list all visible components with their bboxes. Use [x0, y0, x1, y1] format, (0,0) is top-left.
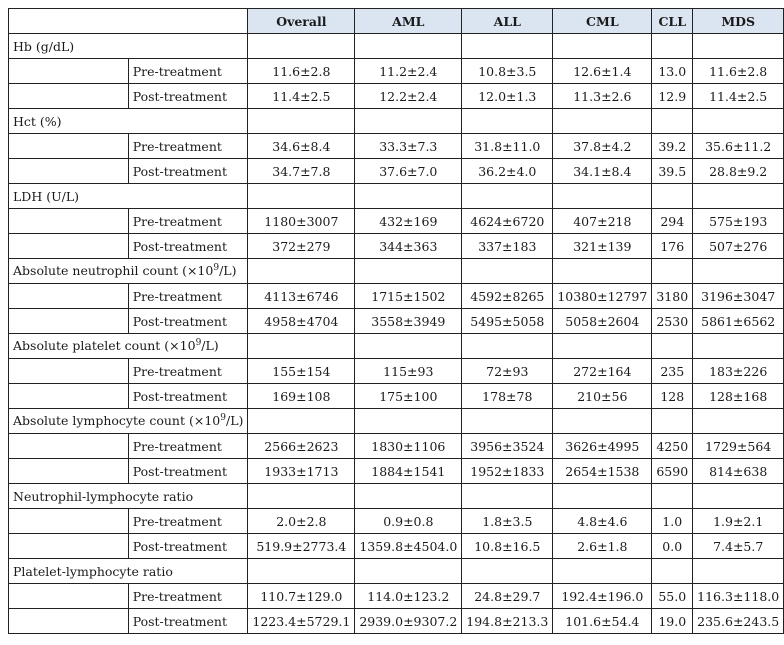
group-header-row [9, 34, 784, 59]
value-cell: 5495±5058 [462, 309, 553, 334]
empty-cell [553, 484, 652, 509]
empty-cell [248, 334, 355, 359]
value-cell: 4.8±4.6 [553, 509, 652, 534]
value-cell: 12.0±1.3 [462, 84, 553, 109]
table-row [9, 534, 784, 559]
group-label [9, 109, 248, 134]
empty-cell [462, 109, 553, 134]
empty-cell [462, 409, 553, 434]
value-cell: 12.2±2.4 [355, 84, 462, 109]
empty-cell [652, 259, 693, 284]
value-cell: 31.8±11.0 [462, 134, 553, 159]
value-cell: 272±164 [553, 359, 652, 384]
value-cell: 235.6±243.5 [693, 609, 784, 634]
value-cell: 575±193 [693, 209, 784, 234]
group-label-suffix: /L) [225, 413, 244, 429]
row-label: Pre-treatment [128, 434, 248, 459]
group-label [9, 184, 248, 209]
value-cell: 12.6±1.4 [553, 59, 652, 84]
table-row [9, 84, 784, 109]
value-cell: 519.9±2773.4 [248, 534, 355, 559]
empty-cell [462, 259, 553, 284]
table-row [9, 309, 784, 334]
indent-cell [9, 459, 129, 484]
group-header-row [9, 259, 784, 284]
value-cell: 128 [652, 384, 693, 409]
empty-cell [693, 34, 784, 59]
table-row [9, 359, 784, 384]
value-cell: 1.0 [652, 509, 693, 534]
group-label-text: Neutrophil-lymphocyte ratio [13, 488, 194, 504]
row-label: Pre-treatment [128, 359, 248, 384]
group-header-row [9, 184, 784, 209]
empty-cell [462, 484, 553, 509]
row-label: Post-treatment [128, 459, 248, 484]
value-cell: 3626±4995 [553, 434, 652, 459]
value-cell: 3956±3524 [462, 434, 553, 459]
value-cell: 407±218 [553, 209, 652, 234]
empty-cell [553, 259, 652, 284]
empty-cell [553, 184, 652, 209]
value-cell: 55.0 [652, 584, 693, 609]
value-cell: 33.3±7.3 [355, 134, 462, 159]
col-header-cml: CML [553, 9, 652, 34]
indent-cell [9, 384, 129, 409]
empty-cell [355, 34, 462, 59]
value-cell: 5058±2604 [553, 309, 652, 334]
value-cell: 1.9±2.1 [693, 509, 784, 534]
indent-cell [9, 234, 129, 259]
empty-cell [355, 559, 462, 584]
value-cell: 11.2±2.4 [355, 59, 462, 84]
indent-cell [9, 159, 129, 184]
col-header-all: ALL [462, 9, 553, 34]
col-header-overall: Overall [248, 9, 355, 34]
value-cell: 11.4±2.5 [693, 84, 784, 109]
indent-cell [9, 509, 129, 534]
col-header-mds: MDS [693, 9, 784, 34]
table-row [9, 434, 784, 459]
value-cell: 128±168 [693, 384, 784, 409]
group-header-row [9, 484, 784, 509]
indent-cell [9, 284, 129, 309]
header-row [9, 9, 784, 34]
group-header-row [9, 559, 784, 584]
empty-cell [248, 559, 355, 584]
row-label: Pre-treatment [128, 59, 248, 84]
empty-cell [248, 259, 355, 284]
empty-cell [652, 559, 693, 584]
value-cell: 4958±4704 [248, 309, 355, 334]
row-label: Post-treatment [128, 609, 248, 634]
value-cell: 35.6±11.2 [693, 134, 784, 159]
value-cell: 2939.0±9307.2 [355, 609, 462, 634]
empty-cell [693, 409, 784, 434]
empty-cell [248, 34, 355, 59]
value-cell: 814±638 [693, 459, 784, 484]
value-cell: 37.8±4.2 [553, 134, 652, 159]
value-cell: 11.6±2.8 [693, 59, 784, 84]
value-cell: 1180±3007 [248, 209, 355, 234]
indent-cell [9, 134, 129, 159]
value-cell: 507±276 [693, 234, 784, 259]
value-cell: 37.6±7.0 [355, 159, 462, 184]
value-cell: 192.4±196.0 [553, 584, 652, 609]
group-label-text: Absolute neutrophil count (×10 [13, 263, 214, 279]
table-row [9, 459, 784, 484]
group-label-text: Hb (g/dL) [13, 38, 75, 54]
row-label: Post-treatment [128, 84, 248, 109]
value-cell: 1729±564 [693, 434, 784, 459]
value-cell: 2566±2623 [248, 434, 355, 459]
row-label: Post-treatment [128, 534, 248, 559]
value-cell: 1830±1106 [355, 434, 462, 459]
value-cell: 39.2 [652, 134, 693, 159]
indent-cell [9, 584, 129, 609]
value-cell: 12.9 [652, 84, 693, 109]
value-cell: 11.4±2.5 [248, 84, 355, 109]
value-cell: 5861±6562 [693, 309, 784, 334]
empty-cell [248, 109, 355, 134]
value-cell: 3180 [652, 284, 693, 309]
empty-cell [462, 34, 553, 59]
empty-cell [462, 334, 553, 359]
value-cell: 175±100 [355, 384, 462, 409]
value-cell: 28.8±9.2 [693, 159, 784, 184]
row-label: Post-treatment [128, 384, 248, 409]
group-label-text: Absolute lymphocyte count (×10 [13, 413, 221, 429]
empty-cell [355, 409, 462, 434]
empty-cell [652, 334, 693, 359]
value-cell: 39.5 [652, 159, 693, 184]
empty-cell [355, 184, 462, 209]
value-cell: 13.0 [652, 59, 693, 84]
group-label-suffix: /L) [219, 263, 237, 279]
indent-cell [9, 534, 129, 559]
value-cell: 110.7±129.0 [248, 584, 355, 609]
value-cell: 36.2±4.0 [462, 159, 553, 184]
empty-cell [355, 109, 462, 134]
value-cell: 235 [652, 359, 693, 384]
table-row [9, 609, 784, 634]
table-row [9, 234, 784, 259]
empty-cell [355, 259, 462, 284]
row-label: Pre-treatment [128, 584, 248, 609]
table-row [9, 209, 784, 234]
empty-cell [693, 484, 784, 509]
empty-cell [553, 409, 652, 434]
value-cell: 10380±12797 [553, 284, 652, 309]
empty-cell [462, 184, 553, 209]
empty-cell [553, 334, 652, 359]
group-label [9, 34, 248, 59]
value-cell: 4624±6720 [462, 209, 553, 234]
indent-cell [9, 209, 129, 234]
empty-cell [693, 259, 784, 284]
value-cell: 3196±3047 [693, 284, 784, 309]
value-cell: 1223.4±5729.1 [248, 609, 355, 634]
value-cell: 7.4±5.7 [693, 534, 784, 559]
value-cell: 10.8±16.5 [462, 534, 553, 559]
col-header-cll: CLL [652, 9, 693, 34]
value-cell: 337±183 [462, 234, 553, 259]
table-row [9, 384, 784, 409]
indent-cell [9, 609, 129, 634]
value-cell: 0.0 [652, 534, 693, 559]
empty-cell [553, 559, 652, 584]
group-label [9, 484, 248, 509]
group-label-text: Platelet-lymphocyte ratio [13, 563, 173, 579]
value-cell: 101.6±54.4 [553, 609, 652, 634]
value-cell: 2530 [652, 309, 693, 334]
empty-cell [693, 184, 784, 209]
value-cell: 3558±3949 [355, 309, 462, 334]
table-row [9, 59, 784, 84]
group-label-suffix: /L) [201, 338, 219, 354]
value-cell: 10.8±3.5 [462, 59, 553, 84]
value-cell: 72±93 [462, 359, 553, 384]
value-cell: 1933±1713 [248, 459, 355, 484]
group-label-text: Hct (%) [13, 113, 62, 129]
value-cell: 11.6±2.8 [248, 59, 355, 84]
empty-cell [652, 484, 693, 509]
group-label-text: Absolute platelet count (×10 [13, 338, 196, 354]
value-cell: 0.9±0.8 [355, 509, 462, 534]
value-cell: 34.7±7.8 [248, 159, 355, 184]
row-label: Pre-treatment [128, 209, 248, 234]
value-cell: 1.8±3.5 [462, 509, 553, 534]
value-cell: 1359.8±4504.0 [355, 534, 462, 559]
value-cell: 2.6±1.8 [553, 534, 652, 559]
value-cell: 321±139 [553, 234, 652, 259]
indent-cell [9, 309, 129, 334]
empty-cell [248, 484, 355, 509]
empty-cell [248, 184, 355, 209]
empty-cell [462, 559, 553, 584]
value-cell: 11.3±2.6 [553, 84, 652, 109]
group-header-row [9, 109, 784, 134]
row-label: Post-treatment [128, 159, 248, 184]
value-cell: 2654±1538 [553, 459, 652, 484]
value-cell: 34.6±8.4 [248, 134, 355, 159]
header-corner [9, 9, 248, 34]
indent-cell [9, 359, 129, 384]
group-label-exponent: 9 [213, 263, 220, 274]
empty-cell [693, 334, 784, 359]
value-cell: 1884±1541 [355, 459, 462, 484]
value-cell: 116.3±118.0 [693, 584, 784, 609]
value-cell: 1952±1833 [462, 459, 553, 484]
value-cell: 34.1±8.4 [553, 159, 652, 184]
value-cell: 372±279 [248, 234, 355, 259]
indent-cell [9, 84, 129, 109]
indent-cell [9, 434, 129, 459]
value-cell: 24.8±29.7 [462, 584, 553, 609]
group-label-text: LDH (U/L) [13, 188, 79, 204]
lab-values-table [8, 8, 784, 634]
row-label: Post-treatment [128, 309, 248, 334]
table-row [9, 584, 784, 609]
value-cell: 344±363 [355, 234, 462, 259]
value-cell: 19.0 [652, 609, 693, 634]
row-label: Pre-treatment [128, 134, 248, 159]
empty-cell [652, 184, 693, 209]
value-cell: 2.0±2.8 [248, 509, 355, 534]
row-label: Pre-treatment [128, 284, 248, 309]
table-row [9, 509, 784, 534]
value-cell: 183±226 [693, 359, 784, 384]
empty-cell [248, 409, 355, 434]
empty-cell [355, 484, 462, 509]
value-cell: 178±78 [462, 384, 553, 409]
value-cell: 4113±6746 [248, 284, 355, 309]
group-label-exponent: 9 [220, 413, 226, 424]
group-header-row [9, 409, 784, 434]
empty-cell [553, 109, 652, 134]
indent-cell [9, 59, 129, 84]
value-cell: 194.8±213.3 [462, 609, 553, 634]
value-cell: 169±108 [248, 384, 355, 409]
group-label [9, 259, 248, 284]
value-cell: 432±169 [355, 209, 462, 234]
empty-cell [652, 409, 693, 434]
value-cell: 115±93 [355, 359, 462, 384]
empty-cell [355, 334, 462, 359]
group-header-row [9, 334, 784, 359]
group-label [9, 559, 248, 584]
group-label [9, 334, 248, 359]
value-cell: 4250 [652, 434, 693, 459]
empty-cell [652, 34, 693, 59]
group-label [9, 409, 248, 434]
empty-cell [553, 34, 652, 59]
value-cell: 155±154 [248, 359, 355, 384]
empty-cell [693, 559, 784, 584]
value-cell: 210±56 [553, 384, 652, 409]
group-label-exponent: 9 [195, 338, 202, 349]
table-row [9, 134, 784, 159]
col-header-aml: AML [355, 9, 462, 34]
value-cell: 114.0±123.2 [355, 584, 462, 609]
value-cell: 4592±8265 [462, 284, 553, 309]
table-body [9, 34, 784, 634]
empty-cell [693, 109, 784, 134]
row-label: Pre-treatment [128, 509, 248, 534]
empty-cell [652, 109, 693, 134]
row-label: Post-treatment [128, 234, 248, 259]
table-row [9, 284, 784, 309]
value-cell: 294 [652, 209, 693, 234]
value-cell: 6590 [652, 459, 693, 484]
value-cell: 176 [652, 234, 693, 259]
value-cell: 1715±1502 [355, 284, 462, 309]
table-row [9, 159, 784, 184]
